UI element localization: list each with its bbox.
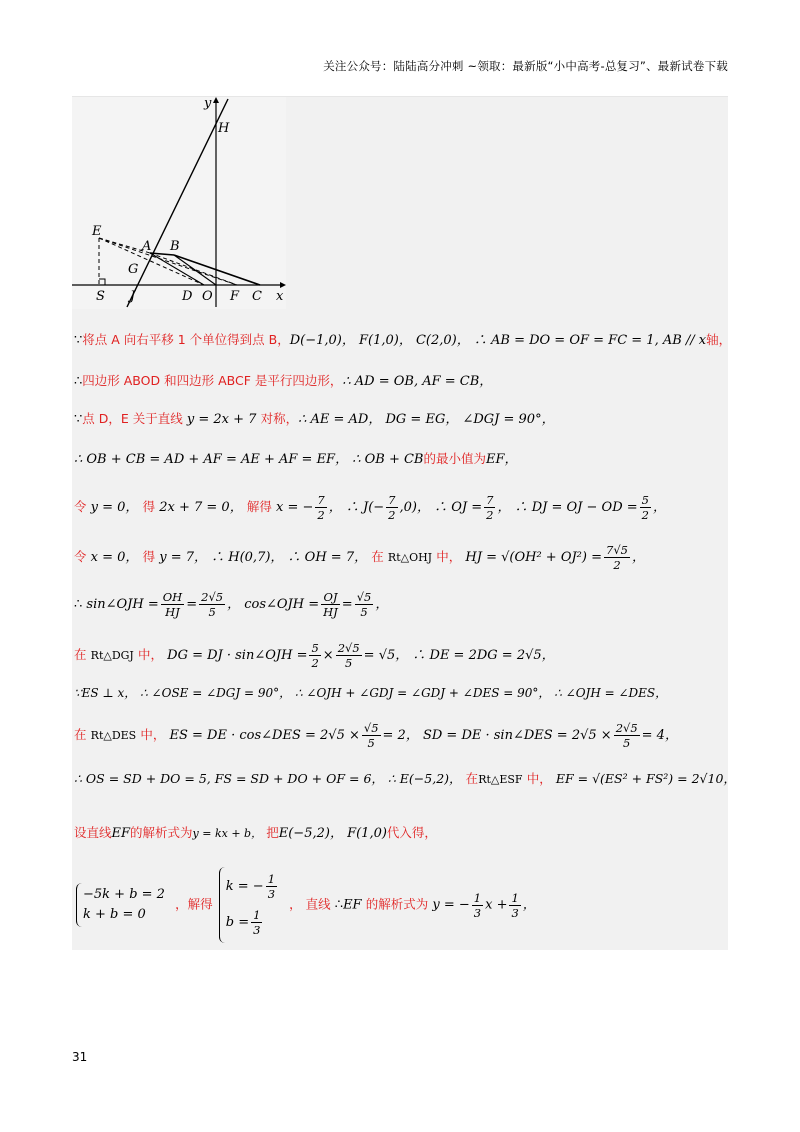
y-axis-arrow [213,97,219,103]
solution-line-5: 令 y = 0， 得 2x + 7 = 0， 解得 x = − $\frac{7}{2}$ ， ∴ J(− $\frac{7}{2}$ ,0)， ∴ OJ = $\frac{7}{2}$ ， ∴ DJ = OJ − OD = $\frac{5}{2}$ ， [74,493,667,522]
solution-line-11: ∴ OS = SD + DO = 5, FS = SD + DO + OF = 6， ∴ E(−5,2)， 在Rt△ESF 中， EF = √(ES² + FS²) = 2√10， [74,771,736,786]
x-axis-arrow [280,282,286,288]
right-angle-mark [99,279,105,285]
label-g: G [128,262,139,277]
segment-bc [174,255,260,285]
label-e: E [92,224,102,239]
solution-line-13: −5k + b = 2 k + b = 0 ，解得 k = − $\frac{1}{3}$ b = $\frac{1}{3}$ ， 直线 ∴EF 的解析式为 y = − $\frac{1}{3}$ x + $\frac{1}{3}$ ， [74,867,536,943]
solution-line-12: 设直线EF的解析式为y = kx + b， 把E(−5,2)， F(1,0)代入得， [74,825,437,841]
label-o: O [202,289,213,304]
page-header: 关注公众号：陆陆高分冲刺 ~领取：最新版“小中高考-总复习”、最新试卷下载 [323,59,728,73]
geometry-figure [72,97,286,309]
equation-system-1: −5k + b = 2 k + b = 0 [76,883,171,927]
label-j: J [130,289,136,304]
solution-content [72,97,736,950]
coordinate-diagram [72,97,286,309]
label-h: H [218,121,230,136]
label-s: S [96,289,105,304]
label-c: C [252,289,262,304]
label-a: A [142,239,152,254]
solution-line-9: ∵ES ⊥ x， ∴ ∠OSE = ∠DGJ = 90°， ∴ ∠OJH + ∠GDJ = ∠GDJ + ∠DES = 90°， ∴ ∠OJH = ∠DES， [74,686,668,700]
dashed-ed [99,238,204,285]
label-b: B [170,239,180,254]
page-number: 31 [72,1050,88,1064]
solution-line-2: ∴四边形 ABOD 和四边形 ABCF 是平行四边形，∴ AD = OB, AF = CB， [74,373,493,389]
segment-bo [174,255,216,285]
solution-line-1: ∵将点 A 向右平移 1 个单位得到点 B，D(−1,0)， F(1,0)， C(2,0)， ∴ AB = DO = OF = FC = 1, AB // x轴， [74,332,732,348]
solution-line-10: 在 Rt△DES 中， ES = DE · cos∠DES = 2√5 × $\frac{√5}{5}$ = 2， SD = DE · sin∠DES = 2√5 × $\frac{2√5}{5}$ = 4， [74,721,678,750]
label-x: x [276,289,284,304]
solution-line-7: ∴ sin∠OJH = $\frac{OH}{HJ}$ = $\frac{2√5}{5}$ ， cos∠OJH = $\frac{OJ}{HJ}$ = $\frac{√5}{5}$ ， [74,590,389,619]
label-d: D [182,289,193,304]
equation-system-2: k = − $\frac{1}{3}$ b = $\frac{1}{3}$ [219,867,285,943]
solution-line-6: 令 x = 0， 得 y = 7， ∴ H(0,7)， ∴ OH = 7， 在 Rt△OHJ 中， HJ = √(OH² + OJ²) = $\frac{7√5}{2}$ ， [74,543,645,572]
solution-line-8: 在 Rt△DGJ 中， DG = DJ · sin∠OJH = $\frac{5}{2}$ × $\frac{2√5}{5}$ = √5， ∴ DE = 2DG = 2√5， [74,641,555,670]
solution-line-3: ∵点 D，E 关于直线 y = 2x + 7 对称，∴ AE = AD， DG = EG， ∠DGJ = 90°， [74,411,555,427]
label-y: y [204,97,212,111]
label-f: F [230,289,240,304]
solution-line-4: ∴ OB + CB = AD + AF = AE + AF = EF， ∴ OB + CB的最小值为EF， [74,451,518,467]
